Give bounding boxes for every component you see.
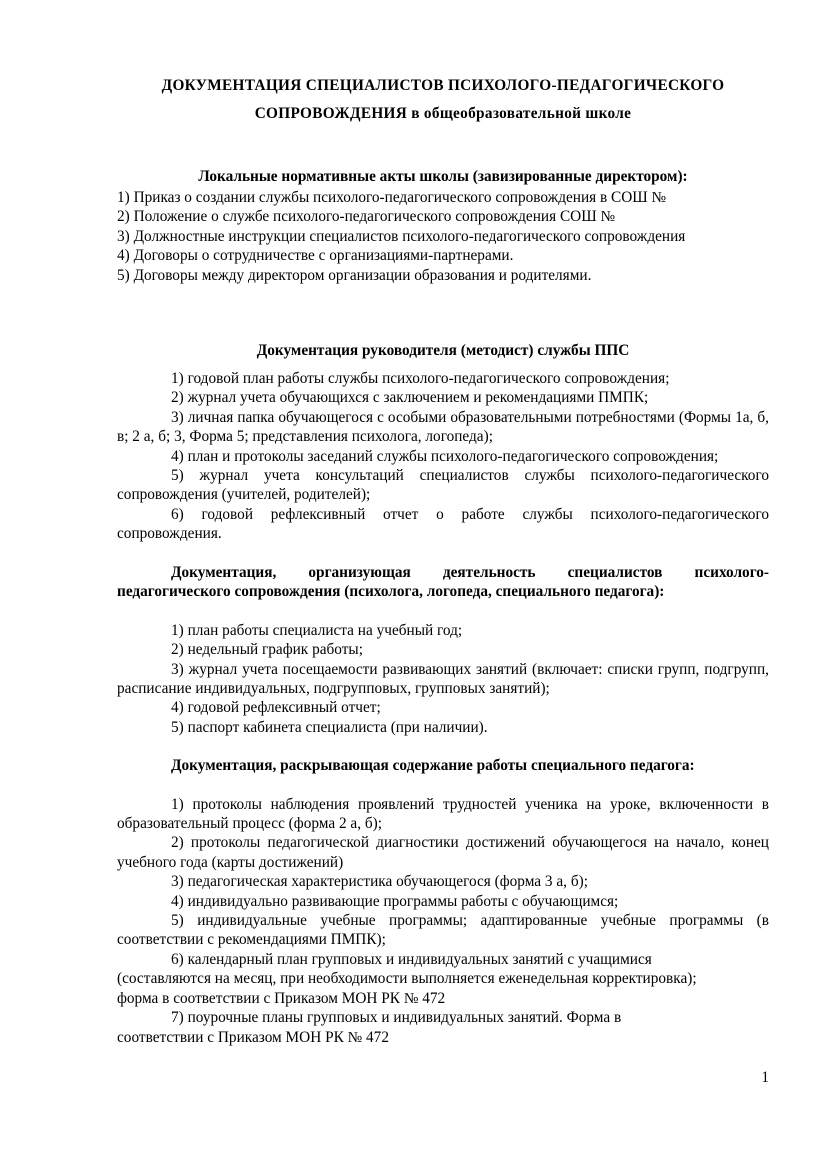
list-item: 5) Договоры между директором организации образования и родителями.: [117, 266, 592, 284]
list-item-6-line-2: (составляются на месяц, при необходимости выполняется еженедельная корректировка);: [117, 970, 697, 988]
list-item: 4) индивидуально развивающие программы работы с обучающимся;: [171, 892, 619, 910]
list-item: 4) годовой рефлексивный отчет;: [171, 699, 381, 717]
list-item: 1) Приказ о создании службы психолого-педагогического сопровождения в СОШ №: [117, 189, 667, 206]
spacer: [117, 737, 769, 756]
list-item: 1) годовой план работы службы психолого-педагогического сопровождения;: [171, 370, 670, 388]
list-item: 3) журнал учета посещаемости развивающих занятий (включает: списки групп, подгрупп, расписание индивидуальных, подгрупповых, групповых занятий);: [117, 660, 769, 697]
list-item: 6) годовой рефлексивный отчет о работе службы психолого-педагогического сопровождения.: [117, 505, 769, 543]
spacer: [117, 544, 769, 563]
section-4-heading: Документация, раскрывающая содержание работы специального педагога:: [171, 757, 695, 775]
spacer: [117, 776, 769, 795]
list-item: 4) план и протоколы заседаний службы психолого-педагогического сопровождения;: [171, 447, 719, 465]
spacer: [117, 285, 769, 341]
list-item: 2) Положение о службе психолого-педагогического сопровождения СОШ №: [117, 208, 616, 226]
section-3-heading: [117, 563, 769, 602]
page-title: [117, 72, 769, 128]
page-title-line-2: СОПРОВОЖДЕНИЯ в общеобразовательной школе: [254, 105, 632, 122]
list-item-6-line-3: форма в соответствии с Приказом МОН РК № 472: [117, 989, 446, 1007]
spacer: [117, 360, 769, 369]
page-number: 1: [761, 1069, 769, 1086]
list-item: 3) педагогическая характеристика обучающегося (форма 3 а, б);: [171, 873, 588, 891]
list-item-6-line-1: 6) календарный план групповых и индивидуальных занятий с учащимися: [171, 950, 652, 968]
list-item: 4) Договоры о сотрудничестве с организациями-партнерами.: [117, 247, 514, 265]
section-2-heading: Документация руководителя (методист) службы ППС: [256, 342, 630, 360]
section-1-list: [117, 188, 769, 285]
spacer: [117, 128, 769, 167]
section-2-list: [117, 369, 769, 544]
list-item: 5) журнал учета консультаций специалистов службы психолого-педагогического сопровождения (учителей, родителей);: [117, 467, 769, 504]
list-item: 5) паспорт кабинета специалиста (при наличии).: [171, 718, 488, 736]
list-item: 3) личная папка обучающегося с особыми образовательными потребностями (Формы 1а, б, в; 2 а, б; 3, Форма 5; представления психолога, логопеда);: [117, 408, 769, 446]
section-3-list: [117, 621, 769, 737]
section-3-heading-line-1: Документация, организующая деятельность специалистов психолого-: [171, 563, 769, 581]
spacer: [117, 602, 769, 621]
section-1-heading: Локальные нормативные акты школы (завизированные директором):: [198, 168, 688, 185]
section-3-heading-line-2: педагогического сопровождения (психолога, логопеда, специального педагога):: [117, 583, 665, 601]
list-item-7-line-2: соответствии с Приказом МОН РК № 472: [117, 1028, 389, 1046]
list-item: 2) недельный график работы;: [171, 641, 363, 659]
list-item: 2) протоколы педагогической диагностики достижений обучающегося на начало, конец учебного года (карты достижений): [117, 834, 769, 871]
list-item: 1) протоколы наблюдения проявлений трудностей ученика на уроке, включенности в образовательный процесс (форма 2 а, б);: [117, 795, 769, 833]
list-item-7-line-1: 7) поурочные планы групповых и индивидуальных занятий. Форма в: [171, 1009, 622, 1027]
page-title-line-1: ДОКУМЕНТАЦИЯ СПЕЦИАЛИСТОВ ПСИХОЛОГО-ПЕДАГОГИЧЕСКОГО: [161, 77, 725, 94]
list-item: 5) индивидуальные учебные программы; адаптированные учебные программы (в соответствии с рекомендациями ПМПК);: [117, 912, 769, 949]
list-item: 1) план работы специалиста на учебный год;: [171, 621, 463, 639]
section-4-list: [117, 795, 769, 1047]
list-item: 3) Должностные инструкции специалистов психолого-педагогического сопровождения: [117, 227, 686, 245]
document-body: [117, 72, 769, 1047]
list-item: 2) журнал учета обучающихся с заключением и рекомендациями ПМПК;: [171, 389, 649, 407]
